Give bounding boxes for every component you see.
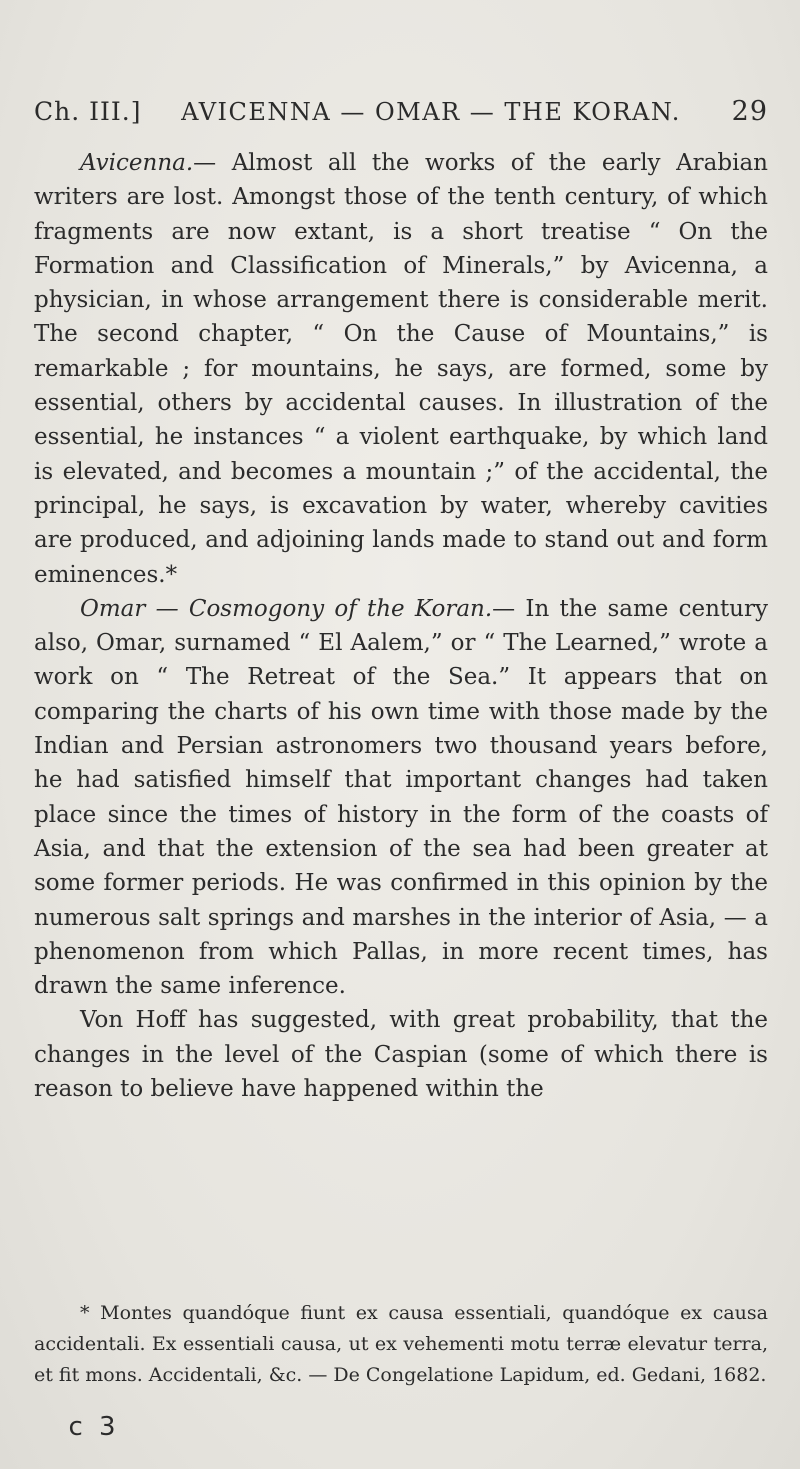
chapter-reference: Ch. III.] [34, 97, 142, 126]
footnote [34, 1298, 768, 1391]
footnote-text: * Montes quandóque fiunt ex causa essentiali, quandóque ex causa accidentali. Ex essentiali causa, ut ex vehementi motu terræ elevatur terra, et fit mons. Accidentali, &c. — De Congelatione Lapidum, ed. Gedani, 1682. [34, 1302, 768, 1386]
running-head [34, 96, 768, 136]
paragraph-avicenna [34, 146, 768, 592]
running-title: AVICENNA — OMAR — THE KORAN. [181, 98, 681, 126]
body-text [34, 146, 768, 1106]
paragraph-omar [34, 592, 768, 1004]
page-number: 29 [731, 96, 768, 127]
paragraph-von-hoff [34, 1003, 768, 1106]
section-lead: Omar — Cosmogony of the Koran. [80, 595, 493, 622]
paragraph-text: — In the same century also, Omar, surnamed “ El Aalem,” or “ The Learned,” wrote a work on “ The Retreat of the Sea.” It appears that on comparing the charts of his own time with those made by the Indian and Persian astronomers two thousand years before, he had satisfied himself that important changes had taken place since the times of history in the form of the coasts of Asia, and that the extension of the sea had been greater at some former periods. He was confirmed in this opinion by the numerous salt springs and marshes in the interior of Asia, — a phenomenon from which Pallas, in more recent times, has drawn the same inference. [34, 595, 768, 1000]
paragraph-text: — Almost all the works of the early Arabian writers are lost. Amongst those of the tenth century, of which fragments are now extant, is a short treatise “ On the Formation and Classification of Minerals,” by Avicenna, a physician, in whose arrangement there is considerable merit. The second chapter, “ On the Cause of Mountains,” is remarkable ; for mountains, he says, are formed, some by essential, others by accidental causes. In illustration of the essential, he instances “ a violent earthquake, by which land is elevated, and becomes a mountain ;” of the accidental, the principal, he says, is excavation by water, whereby cavities are produced, and adjoining lands made to stand out and form eminences.* [34, 150, 768, 588]
signature-mark: c 3 [68, 1412, 120, 1442]
section-lead: Avicenna. [80, 150, 194, 176]
paragraph-text: Von Hoff has suggested, with great probability, that the changes in the level of the Caspian (some of which there is reason to believe have happened within the [34, 1007, 768, 1103]
